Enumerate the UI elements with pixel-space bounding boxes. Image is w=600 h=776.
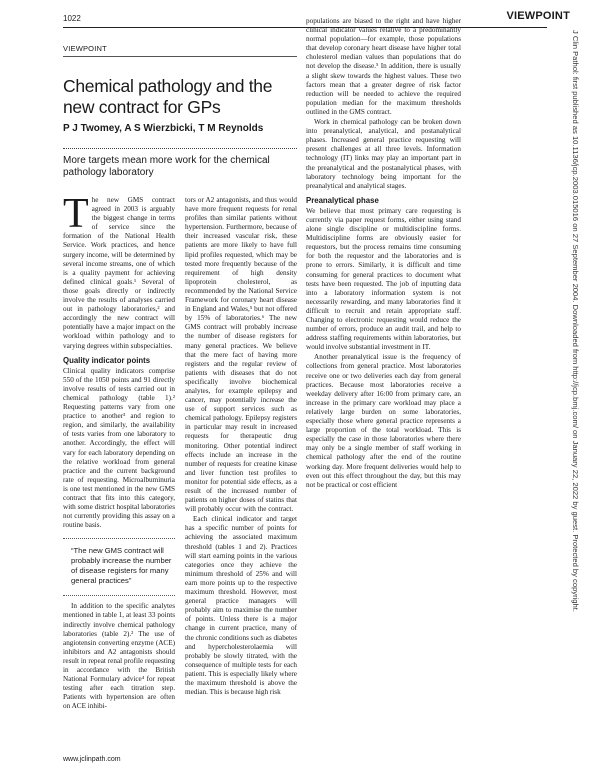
vertical-margin-note	[569, 30, 581, 770]
paragraph: In addition to the specific analytes mentioned in table 1, at least 33 points indirectly involve chemical pathology laboratories (table 2).² The use of angiotensin converting enzyme (ACE) inhibitors and A2 antagonists should result in repeat renal profile requesting in accordance with the British National Formulary advice⁴ for repeat testing after each titration step. Patients with hypertension are often on ACE inhibi-	[63, 602, 175, 711]
kicker-rule	[63, 56, 297, 57]
pull-quote-rule	[63, 538, 175, 539]
pull-quote-rule	[63, 595, 175, 596]
article-title: Chemical pathology and the new contract for GPs	[63, 76, 273, 117]
pull-quote	[63, 542, 175, 590]
column-1	[63, 191, 175, 713]
column-3	[306, 17, 461, 491]
paragraph: populations are biased to the right and have higher clinical indicator values relative to a predominantly normal population—for example, those populations that develop coronary heart disease have higher total cholesterol median values than populations that do not develop the disease.⁵ In addition, there is usually a slight skew towards the highest values. These two factors mean that a greater degree of risk factor reduction will be needed to achieve the required population median for the maximum thresholds outlined in the GMS contract.	[306, 17, 461, 116]
article-kicker: VIEWPOINT	[63, 44, 107, 53]
header-rule	[63, 27, 547, 28]
article-authors: P J Twomey, A S Wierzbicki, T M Reynolds	[63, 123, 264, 134]
column-2	[185, 196, 297, 698]
paragraph: Work in chemical pathology can be broken down into preanalytical, analytical, and postanalytical phases. Increased general practice requesting will present challenges at all three levels. Information technology (IT) links may play an important part in the preanalytical and the postanalytical phases, with laboratory technology being important for the preanalytical and analytical stages.	[306, 118, 461, 190]
pull-quote-text: “The new GMS contract will probably increase the number of disease registers for many general practices”	[71, 546, 172, 586]
margin-note-text: J Clin Pathol: first published as 10.1136/jcp.2003.015016 on 27 September 2004. Downloaded from http://jcp.bmj.com/ on January 22, 2022 by guest. Protected by copyright.	[571, 30, 580, 612]
drop-cap: T	[63, 191, 89, 237]
page-number: 1022	[63, 14, 81, 23]
section-heading-preanalytical: Preanalytical phase	[306, 195, 379, 205]
paragraph: tors or A2 antagonists, and thus would have more frequent requests for renal profiles than similar patients without hypertension. Furthermore, because of their increased vascular risk, these patients are more likely to have full lipid profiles requested, which may be tested more frequently because of the requirement of high density lipoprotein cholesterol, as recommended by the National Service Framework for coronary heart disease in England and Wales,⁵ but not offered by 15% of laboratories.⁶ The new GMS contract will probably increase the number of disease registers for many general practices. We believe that the mere fact of having more registers and the regular review of patients with diseases that do not specifically involve biochemical analytes, for example epilepsy and cancer, may potentially increase the use of support services such as chemical pathology. Epilepsy registers in particular may result in increased requests for therapeutic drug monitoring. Other potential indirect effects include an increase in the number of requests for creatine kinase and liver function test profiles to monitor for potential side effects, as a result of the increased number of patients on higher doses of statins that will probably occur with the contract.	[185, 196, 297, 514]
section-label: VIEWPOINT	[506, 10, 570, 22]
intro-paragraph	[63, 191, 175, 351]
section-heading-quality: Quality indicator points	[63, 355, 151, 365]
paragraph: Each clinical indicator and target has a specific number of points for achieving the associated maximum threshold (tables 1 and 2). Practices will start earning points in the various categories once they achieve the minimum threshold of 25% and will earn more points up to the respective maximum threshold. However, most general practice managers will probably aim to maximise the number of points. Unless there is a major change in current practice, many of the chronic conditions such as diabetes and hypercholesterolaemia will probably be slowly titrated, with the consequence of multiple tests for each patient. This is especially likely where the maximum threshold is above the median. This is because high risk	[185, 515, 297, 697]
paragraph: We believe that most primary care requesting is currently via paper request forms, either using stand alone single discipline or multidiscipline forms. Multidiscipline forms are obviously easier for requestors, but the process remains time consuming for both the requestor and the laboratories and is prone to errors. Similarly, it is difficult and time consuming for general practices to document what tests have been requested. The job of inputting data into a laboratory information system is not necessarily rewarding, and many laboratories find it difficult to recruit and retain appropriate staff. Changing to electronic requesting would reduce the number of errors, produce an audit trail, and help to address staffing requirements within laboratories, but would involve substantial investment in IT.	[306, 206, 461, 352]
paragraph: Clinical quality indicators comprise 550 of the 1050 points and 91 directly involve results of tests carried out in chemical pathology (table 1).² Requesting patterns vary from one practice to another³ and region to region, and similarly, the availability of tests varies from one laboratory to another. Accordingly, the effect will vary for each laboratory depending on the relative workload from general practice and the current background rate of requesting. Microalbuminuria is one test mentioned in the new GMS contract that fits into this category, with some district hospital laboratories not currently providing this assay on a routine basis.	[63, 366, 175, 530]
intro-text: he new GMS contract agreed in 2003 is arguably the biggest change in terms of service since the formation of the National Health Service. Work practices, and hence surgery income, will be determined by several income streams, one of which is a quality payment for achieving defined clinical goals.¹ Several of those goals directly or indirectly involve the results of analyses carried out in pathology laboratories,² and accordingly the new contract will potentially have a major impact on the workload within pathology and to varying degrees within subspecialties.	[63, 196, 175, 350]
paragraph: Another preanalytical issue is the frequency of collections from general practice. Most laboratories receive one or two deliveries each day from general practices. Because most laboratories receive a weekday delivery after 16:00 from primary care, an increase in the primary care workload may place a relatively large burden on some laboratories, especially those where general practice represents a large proportion of the total workload. This is especially the case in those laboratories where there may only be a single member of staff working in chemical pathology after the end of the routine working day. More frequent deliveries would help to even out this effect throughout the day, but this may not be practical or cost efficient	[306, 353, 461, 489]
footer-url[interactable]: www.jclinpath.com	[63, 756, 121, 763]
article-subtitle: More targets mean more work for the chemical pathology laboratory	[63, 155, 270, 178]
title-divider	[63, 148, 297, 149]
